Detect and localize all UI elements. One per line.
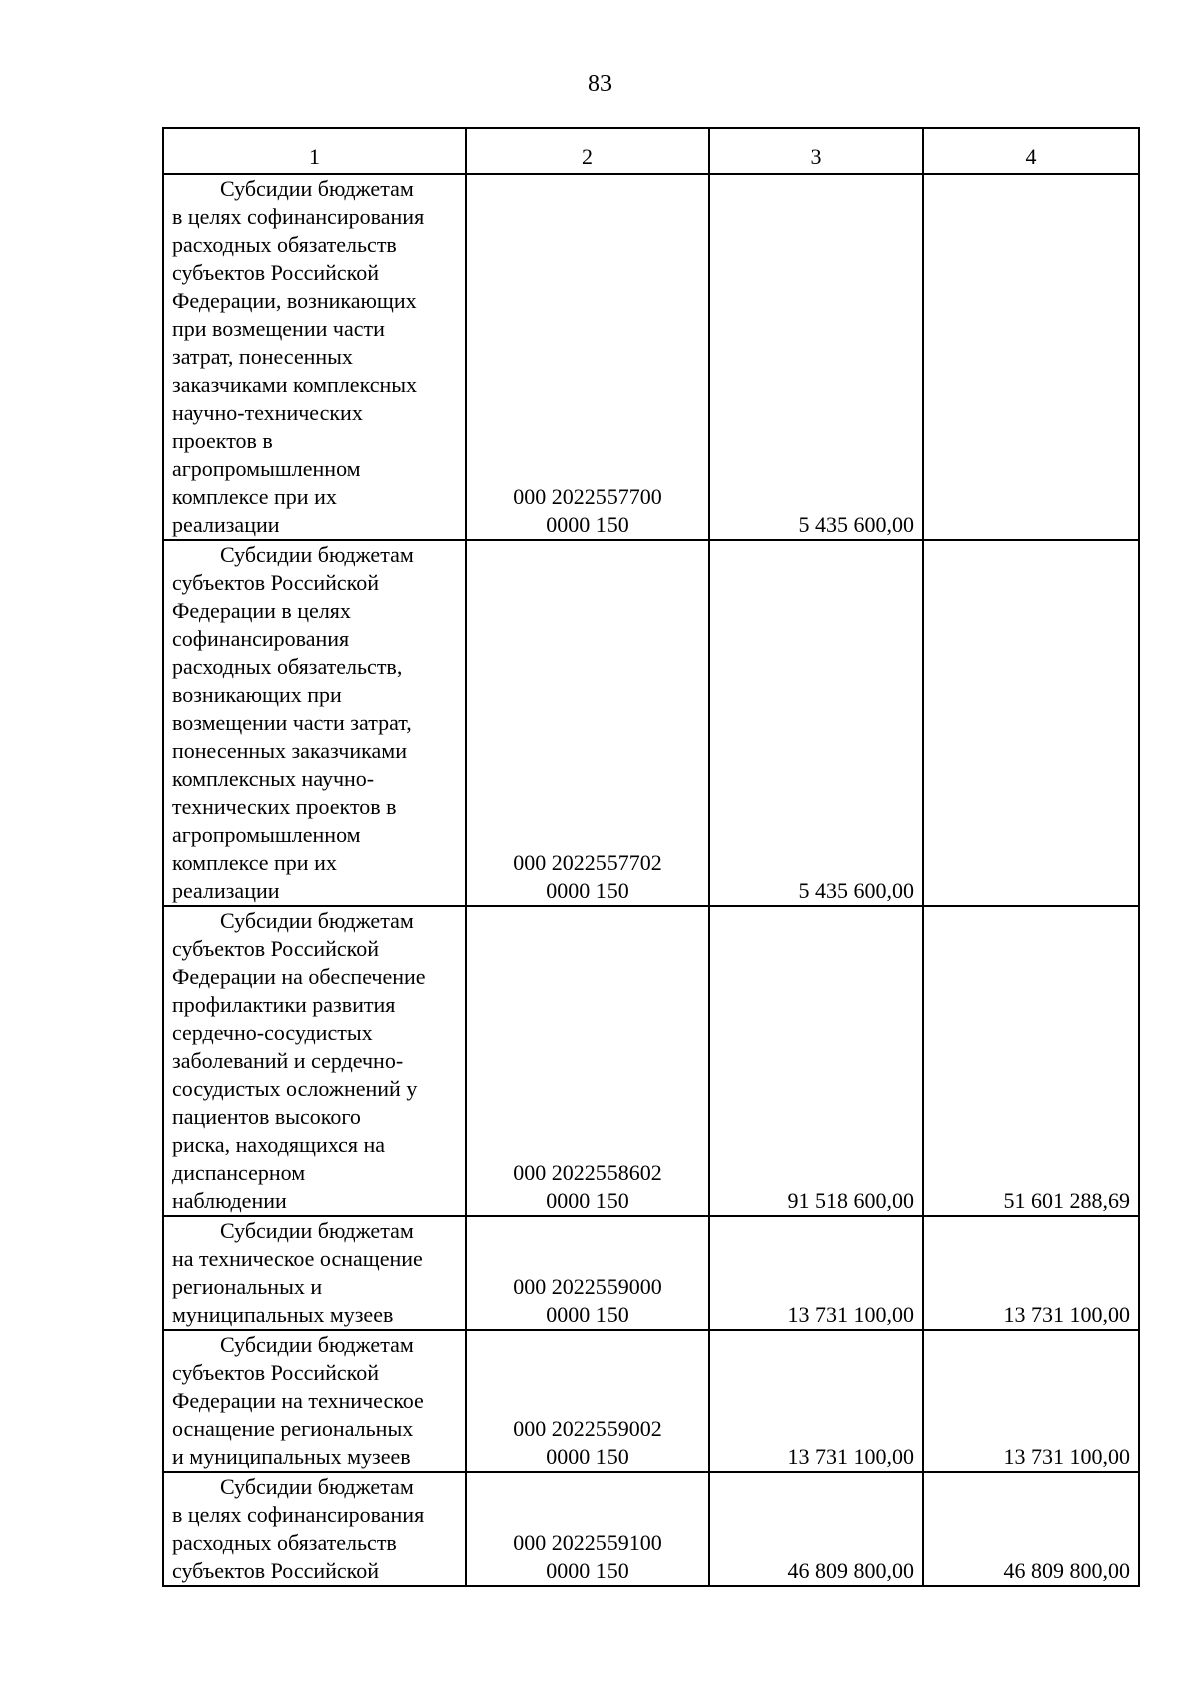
row-description	[163, 1472, 466, 1586]
budget-code-line: 0000 150	[546, 1558, 629, 1583]
description-line: Субсидии бюджетам	[220, 908, 414, 933]
description-line: при возмещении части	[172, 316, 385, 341]
description-line: в целях софинансирования	[172, 204, 425, 229]
budget-code-line: 000 2022559000	[513, 1274, 662, 1299]
description-line: реализации	[172, 512, 280, 537]
description-line: комплексе при их	[172, 484, 337, 509]
row-amount-col4: 46 809 800,00	[923, 1472, 1139, 1586]
description-line: проектов в	[172, 428, 273, 453]
row-description	[163, 1330, 466, 1472]
row-amount-col3: 13 731 100,00	[709, 1330, 923, 1472]
description-line: наблюдении	[172, 1188, 287, 1213]
header-row	[163, 128, 1139, 174]
description-line: Субсидии бюджетам	[220, 1218, 414, 1243]
description-line: понесенных заказчиками	[172, 738, 407, 763]
description-line: сосудистых осложнений у	[172, 1076, 418, 1101]
column-header-1: 1	[163, 128, 466, 174]
description-line: субъектов Российской	[172, 570, 380, 595]
description-line: оснащение региональных	[172, 1416, 414, 1441]
row-budget-code	[466, 1216, 709, 1330]
row-amount-col4: 13 731 100,00	[923, 1330, 1139, 1472]
table-row	[163, 906, 1139, 1216]
row-description	[163, 1216, 466, 1330]
description-line: субъектов Российской	[172, 1360, 380, 1385]
table-row	[163, 174, 1139, 540]
description-line: Субсидии бюджетам	[220, 176, 414, 201]
row-amount-col4	[923, 174, 1139, 540]
row-amount-col3: 13 731 100,00	[709, 1216, 923, 1330]
row-amount-col3: 46 809 800,00	[709, 1472, 923, 1586]
description-line: Субсидии бюджетам	[220, 1332, 414, 1357]
description-line: профилактики развития	[172, 992, 396, 1017]
description-line: комплексе при их	[172, 850, 337, 875]
description-line: реализации	[172, 878, 280, 903]
description-line: Федерации на обеспечение	[172, 964, 426, 989]
budget-code-line: 000 2022557700	[513, 484, 662, 509]
table-row	[163, 1216, 1139, 1330]
row-amount-col3: 5 435 600,00	[709, 540, 923, 906]
table-body	[163, 174, 1139, 1586]
row-budget-code	[466, 906, 709, 1216]
description-line: региональных и	[172, 1274, 323, 1299]
description-line: Федерации в целях	[172, 598, 351, 623]
description-line: заказчиками комплексных	[172, 372, 418, 397]
description-line: затрат, понесенных	[172, 344, 353, 369]
budget-code-line: 000 2022559100	[513, 1530, 662, 1555]
description-line: Федерации, возникающих	[172, 288, 417, 313]
column-header-3: 3	[709, 128, 923, 174]
description-line: Субсидии бюджетам	[220, 1474, 414, 1499]
row-budget-code	[466, 540, 709, 906]
budget-code-line: 0000 150	[546, 1302, 629, 1327]
budget-code-line: 000 2022557702	[513, 850, 662, 875]
row-amount-col4	[923, 540, 1139, 906]
description-line: риска, находящихся на	[172, 1132, 386, 1157]
description-line: субъектов Российской	[172, 1558, 380, 1583]
row-budget-code	[466, 1472, 709, 1586]
description-line: агропромышленном	[172, 456, 361, 481]
description-line: на техническое оснащение	[172, 1246, 423, 1271]
description-line: Федерации на техническое	[172, 1388, 424, 1413]
table-row	[163, 1472, 1139, 1586]
column-header-4: 4	[923, 128, 1139, 174]
row-description	[163, 174, 466, 540]
description-line: субъектов Российской	[172, 936, 380, 961]
description-line: агропромышленном	[172, 822, 361, 847]
budget-table	[162, 127, 1140, 1587]
row-amount-col3: 5 435 600,00	[709, 174, 923, 540]
description-line: субъектов Российской	[172, 260, 380, 285]
description-line: софинансирования	[172, 626, 350, 651]
description-line: расходных обязательств	[172, 1530, 397, 1555]
description-line: и муниципальных музеев	[172, 1444, 411, 1469]
budget-code-line: 000 2022559002	[513, 1416, 662, 1441]
table-header	[163, 128, 1139, 174]
budget-code-line: 0000 150	[546, 512, 629, 537]
description-line: пациентов высокого	[172, 1104, 361, 1129]
budget-code-line: 000 2022558602	[513, 1160, 662, 1185]
row-amount-col4: 51 601 288,69	[923, 906, 1139, 1216]
description-line: расходных обязательств,	[172, 654, 403, 679]
description-line: возмещении части затрат,	[172, 710, 412, 735]
description-line: научно-технических	[172, 400, 363, 425]
description-line: в целях софинансирования	[172, 1502, 425, 1527]
page-number: 83	[588, 71, 612, 97]
description-line: заболеваний и сердечно-	[172, 1048, 404, 1073]
row-amount-col3: 91 518 600,00	[709, 906, 923, 1216]
description-line: технических проектов в	[172, 794, 397, 819]
row-description	[163, 906, 466, 1216]
row-budget-code	[466, 174, 709, 540]
budget-code-line: 0000 150	[546, 878, 629, 903]
description-line: Субсидии бюджетам	[220, 542, 414, 567]
row-description	[163, 540, 466, 906]
table-row	[163, 1330, 1139, 1472]
row-amount-col4: 13 731 100,00	[923, 1216, 1139, 1330]
budget-code-line: 0000 150	[546, 1188, 629, 1213]
description-line: муниципальных музеев	[172, 1302, 394, 1327]
description-line: диспансерном	[172, 1160, 306, 1185]
row-budget-code	[466, 1330, 709, 1472]
description-line: возникающих при	[172, 682, 342, 707]
description-line: комплексных научно-	[172, 766, 375, 791]
budget-code-line: 0000 150	[546, 1444, 629, 1469]
description-line: сердечно-сосудистых	[172, 1020, 373, 1045]
table-row	[163, 540, 1139, 906]
column-header-2: 2	[466, 128, 709, 174]
description-line: расходных обязательств	[172, 232, 397, 257]
